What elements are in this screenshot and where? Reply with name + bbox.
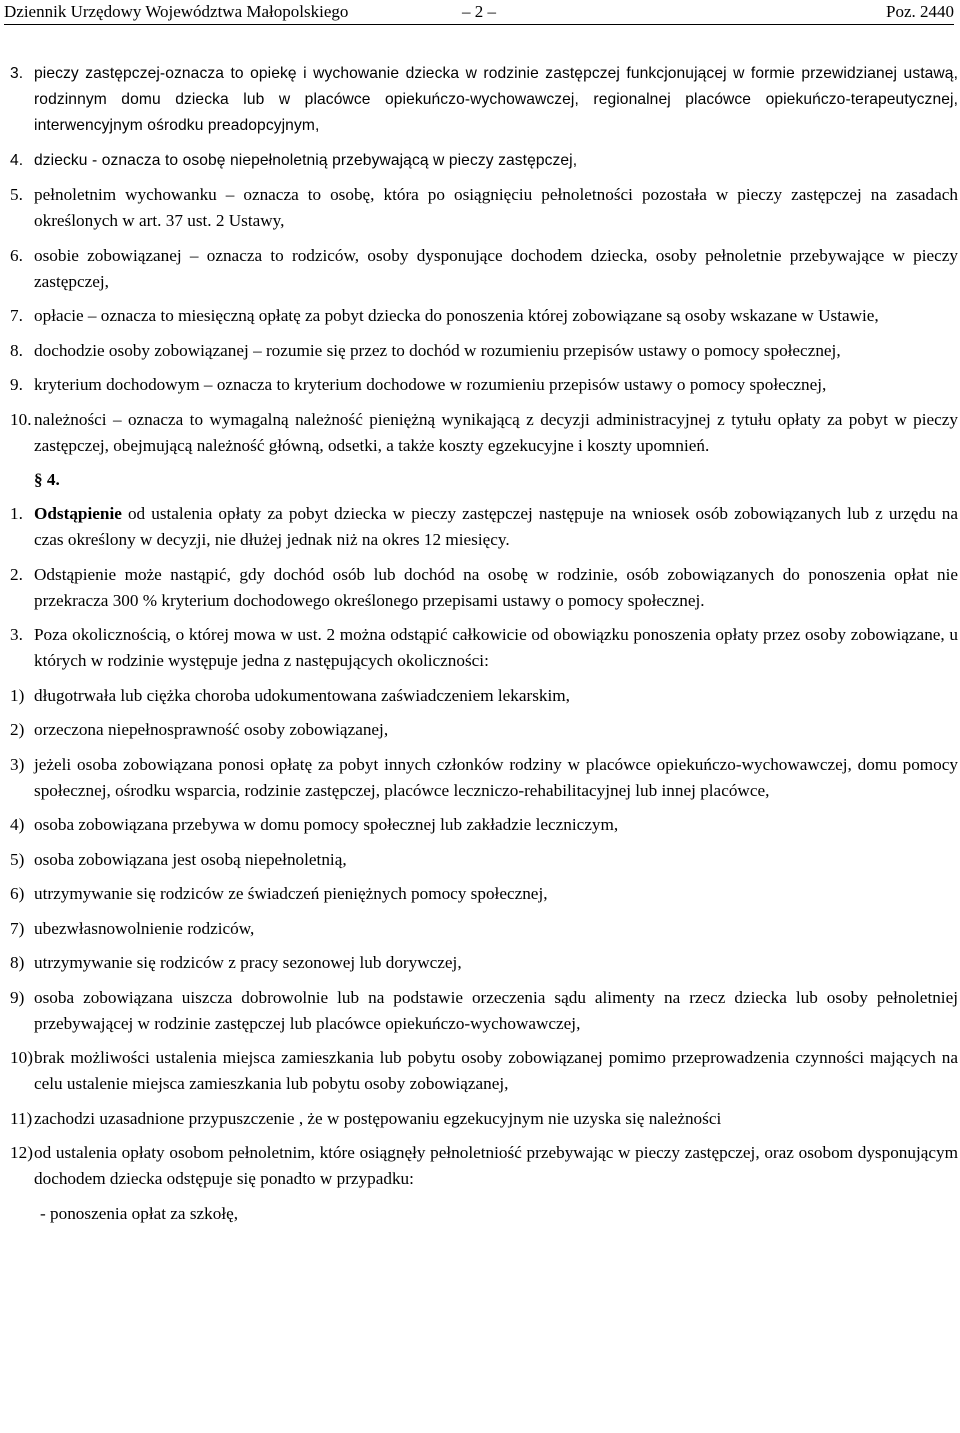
section-points xyxy=(10,501,958,674)
circumstance-text: utrzymywanie się rodziców z pracy sezonowej lub dorywczej, xyxy=(34,953,462,972)
definition-item: 9. kryterium dochodowym – oznacza to kryterium dochodowe w rozumieniu przepisów ustawy o pomocy społecznej, xyxy=(10,375,827,394)
definition-text: osobie zobowiązanej – oznacza to rodziców, osoby dysponujące dochodem dziecka, osoby pełnoletnie przebywające w pieczy zastępczej, xyxy=(34,245,958,291)
definition-item: 3. pieczy zastępczej-oznacza to opiekę i wychowanie dziecka w rodzinie zastępczej funkcjonującej w formie przewidzianej ustawą, rodzinnym domu dziecka lub w placówce opiekuńczo-wychowawczej, regionalnej placówce opiekuńczo-terapeutycznej, interwencyjnym ośrodku preadopcyjnym, xyxy=(10,65,958,134)
circumstance-text: zachodzi uzasadnione przypuszczenie , że w postępowaniu egzekucyjnym nie uzyska się należności xyxy=(34,1108,722,1128)
circumstance-item: 7) ubezwłasnowolnienie rodziców, xyxy=(10,918,255,938)
dash-item: - ponoszenia opłat za szkołę, xyxy=(40,1203,239,1223)
definition-text: kryterium dochodowym – oznacza to kryterium dochodowe w rozumieniu przepisów ustawy o pomocy społecznej, xyxy=(34,375,827,394)
paragraph-label: § 4. xyxy=(34,470,60,489)
circumstance-text: od ustalenia opłaty osobom pełnoletnim, które osiągnęły pełnoletniość przebywając w pieczy zastępczej, oraz osobom dysponującym dochodem dziecka odstępuje się ponadto w przypadku: xyxy=(34,1143,958,1188)
circumstance-item: 3) jeżeli osoba zobowiązana ponosi opłatę za pobyt innych członków rodziny w placówce opiekuńczo-wychowawczej, domu pomocy społecznej, ośrodku wsparcia, rodzinie zastępczej, placówce leczniczo-rehabilitacyjnej lub innej placówce, xyxy=(10,754,958,800)
definition-text: pełnoletnim wychowanku – oznacza to osobę, która po osiągnięciu pełnoletności pozostała w pieczy zastępczej na zasadach określonych w art. 37 ust. 2 Ustawy, xyxy=(34,185,958,230)
circumstance-item: 11) zachodzi uzasadnione przypuszczenie , że w postępowaniu egzekucyjnym nie uzyska się należności xyxy=(10,1108,722,1128)
definition-text: należności – oznacza to wymagalną należność pieniężną wynikającą z decyzji administracyjnej z tytułu opłaty za pobyt w pieczy zastępczej, obejmującą należność główną, odsetki, a także koszty egzekucyjne i koszty upomnień. xyxy=(34,409,958,455)
section-item-text: Odstąpienie może nastąpić, gdy dochód osób lub dochód na osobę w rodzinie, osób zobowiązanych do ponoszenia opłat nie przekracza 300 % kryterium dochodowego określonego przepisami ustawy o pomocy społecznej. xyxy=(34,564,958,610)
circumstance-text: brak możliwości ustalenia miejsca zamieszkania lub pobytu osoby zobowiązanej pomimo przeprowadzenia czynności mających na celu ustalenie miejsca zamieszkania lub pobytu osoby zobowiązanej, xyxy=(34,1048,958,1093)
page-number: – 2 – xyxy=(462,2,496,21)
definition-text: dochodzie osoby zobowiązanej – rozumie się przez to dochód w rozumieniu przepisów ustawy o pomocy społecznej, xyxy=(34,340,841,360)
definition-item: 6. osobie zobowiązanej – oznacza to rodziców, osoby dysponujące dochodem dziecka, osoby pełnoletnie przebywające w pieczy zastępczej, xyxy=(10,245,958,291)
circumstance-item: 5) osoba zobowiązana jest osobą niepełnoletnią, xyxy=(10,849,347,869)
position-number: Poz. 2440 xyxy=(886,2,954,21)
circumstance-text: osoba zobowiązana przebywa w domu pomocy społecznej lub zakładzie leczniczym, xyxy=(34,815,619,834)
circumstance-text: ubezwłasnowolnienie rodziców, xyxy=(34,918,255,938)
circumstance-text: utrzymywanie się rodziców ze świadczeń pieniężnych pomocy społecznej, xyxy=(34,884,548,903)
section-item: 1. Odstąpienie od ustalenia opłaty za pobyt dziecka w pieczy zastępczej następuje na wniosek osób zobowiązanych lub z urzędu na czas określony w decyzji, nie dłużej jednak niż na okres 12 miesięcy. xyxy=(10,504,958,549)
section-item-text: Poza okolicznością, o której mowa w ust. 2 można odstąpić całkowicie od obowiązku ponoszenia opłaty przez osoby zobowiązane, u których w rodzinie występuje jedna z następujących okoliczności: xyxy=(34,625,958,670)
circumstance-item: 10) brak możliwości ustalenia miejsca zamieszkania lub pobytu osoby zobowiązanej pomimo przeprowadzenia czynności mających na celu ustalenie miejsca zamieszkania lub pobytu osoby zobowiązanej, xyxy=(10,1048,958,1093)
definition-text: opłacie – oznacza to miesięczną opłatę za pobyt dziecka do ponoszenia której zobowiązane są osoby wskazane w Ustawie, xyxy=(34,306,879,325)
definition-text: pieczy zastępczej-oznacza to opiekę i wychowanie dziecka w rodzinie zastępczej funkcjonującej w formie przewidzianej ustawą, rodzinnym domu dziecka lub w placówce opiekuńczo-wychowawczej, regionalnej placówce opiekuńczo-terapeutycznej, interwencyjnym ośrodku preadopcyjnym, xyxy=(34,65,958,134)
definition-item: 7. opłacie – oznacza to miesięczną opłatę za pobyt dziecka do ponoszenia której zobowiązane są osoby wskazane w Ustawie, xyxy=(10,306,879,325)
definition-item: 8. dochodzie osoby zobowiązanej – rozumie się przez to dochód w rozumieniu przepisów ustawy o pomocy społecznej, xyxy=(10,340,841,360)
circumstance-item: 6) utrzymywanie się rodziców ze świadczeń pieniężnych pomocy społecznej, xyxy=(10,884,548,903)
circumstance-text: długotrwała lub ciężka choroba udokumentowana zaświadczeniem lekarskim, xyxy=(34,685,570,705)
circumstance-item: 9) osoba zobowiązana uiszcza dobrowolnie lub na podstawie orzeczenia sądu alimenty na rzecz dziecka lub osoby pełnoletniej przebywającej w rodzinie zastępczej lub placówce opiekuńczo-wychowawczej, xyxy=(10,987,958,1033)
circumstance-text: osoba zobowiązana uiszcza dobrowolnie lub na podstawie orzeczenia sądu alimenty na rzecz dziecka lub osoby pełnoletniej przebywającej w rodzinie zastępczej lub placówce opiekuńczo-wychowawczej, xyxy=(34,987,958,1033)
definition-item: 4. dziecku - oznacza to osobę niepełnoletnią przebywającą w pieczy zastępczej, xyxy=(10,151,578,169)
section-item-text: od ustalenia opłaty za pobyt dziecka w pieczy zastępczej następuje na wniosek osób zobowiązanych lub z urzędu na czas określony w decyzji, nie dłużej jednak niż na okres 12 miesięcy. xyxy=(34,504,958,549)
circumstance-item: 2) orzeczona niepełnosprawność osoby zobowiązanej, xyxy=(10,720,389,739)
journal-title: Dziennik Urzędowy Województwa Małopolskiego xyxy=(4,2,349,21)
circumstance-text: jeżeli osoba zobowiązana ponosi opłatę za pobyt innych członków rodziny w placówce opiekuńczo-wychowawczej, domu pomocy społecznej, ośrodku wsparcia, rodzinie zastępczej, placówce leczniczo-rehabilitacyjnej lub innej placówce, xyxy=(34,754,958,800)
circumstance-item: 4) osoba zobowiązana przebywa w domu pomocy społecznej lub zakładzie leczniczym, xyxy=(10,815,619,834)
definitions-list xyxy=(10,61,958,459)
definition-item: 5. pełnoletnim wychowanku – oznacza to osobę, która po osiągnięciu pełnoletności pozostała w pieczy zastępczej na zasadach określonych w art. 37 ust. 2 Ustawy, xyxy=(10,185,958,230)
circumstance-item: 8) utrzymywanie się rodziców z pracy sezonowej lub dorywczej, xyxy=(10,953,462,972)
circumstance-item: 1) długotrwała lub ciężka choroba udokumentowana zaświadczeniem lekarskim, xyxy=(10,685,570,705)
circumstance-item: 12) od ustalenia opłaty osobom pełnoletnim, które osiągnęły pełnoletniość przebywając w pieczy zastępczej, oraz osobom dysponującym dochodem dziecka odstępuje się ponadto w przypadku: xyxy=(10,1143,958,1188)
section-item: 2. Odstąpienie może nastąpić, gdy dochód osób lub dochód na osobę w rodzinie, osób zobowiązanych do ponoszenia opłat nie przekracza 300 % kryterium dochodowego określonego przepisami ustawy o pomocy społecznej. xyxy=(10,564,958,610)
page-header xyxy=(4,0,954,25)
section-item: 3. Poza okolicznością, o której mowa w ust. 2 można odstąpić całkowicie od obowiązku ponoszenia opłaty przez osoby zobowiązane, u których w rodzinie występuje jedna z następujących okoliczności: xyxy=(10,625,958,670)
section-item-bold: Odstąpienie xyxy=(34,504,122,523)
circumstance-text: osoba zobowiązana jest osobą niepełnoletnią, xyxy=(34,849,347,869)
definition-text: dziecku - oznacza to osobę niepełnoletnią przebywającą w pieczy zastępczej, xyxy=(34,151,578,169)
document-body xyxy=(10,61,958,1227)
circumstances-list xyxy=(10,683,958,1227)
circumstance-text: orzeczona niepełnosprawność osoby zobowiązanej, xyxy=(34,720,389,739)
definition-item: 10. należności – oznacza to wymagalną należność pieniężną wynikającą z decyzji administracyjnej z tytułu opłaty za pobyt w pieczy zastępczej, obejmującą należność główną, odsetki, a także koszty egzekucyjne i koszty upomnień. xyxy=(10,409,958,455)
